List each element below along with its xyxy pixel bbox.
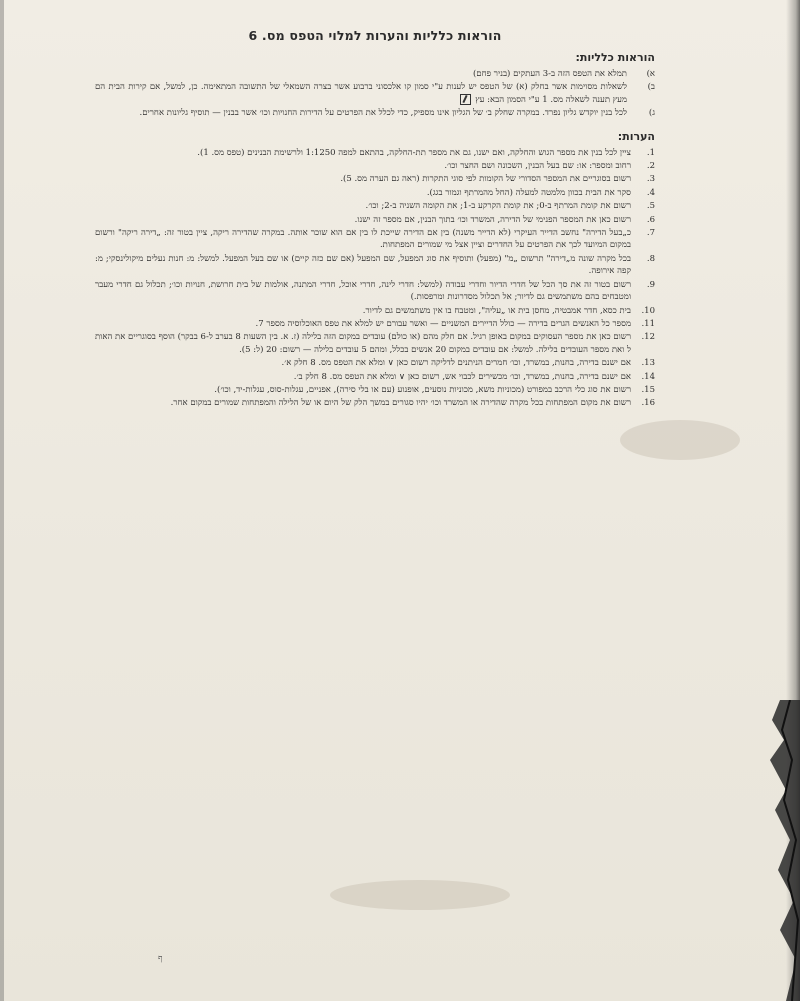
note-number: 14. [641,371,655,382]
note-text: רשום את מקום המפתחות בכל מקרה שהדירה או המשרד וכו׳ יהיו סגורים במשך הלק של היום או של הלילה והמפתחות שמורים במקום אחר. [170,398,631,409]
note-number: 15. [641,384,655,395]
note-item [95,397,655,409]
note-number: 11. [641,318,655,329]
document-title: הוראות כלליות והערות למלוי הטפס מס. 6 [248,28,502,43]
note-text: כ„בעל הדירה" נחשב הדייר העיקרי (לא הדייר משנה) בין אם הדירה שייכת לו בין אם הוא שוכר אותה. במקרה שהדירה ריקה, ציין בטור זה: „דירה ריקה" ורשום במקום המיועד לכך את הפרטים על החדרים וציין אצל מי שמורים המפתחות. [95,228,631,251]
note-number: 12. [641,332,655,343]
note-item [95,331,655,356]
note-text: רחוב ומספר: או: שם בעל הבנין, השכונה ושם החצר וכו׳. [444,161,631,172]
general-instructions-list [95,68,655,120]
general-instruction-item [95,81,655,106]
note-item [95,173,655,185]
checkbox-mark-icon [460,94,471,105]
note-text: אם ישנם בדירה, בחנות, במשרד, וכו׳ חמרים הניתנים לדליקה רשום כאן ∨ ומלא את הטפס מס. 8 חלק א׳. [281,358,631,369]
note-text: סקר את הבית בכוון מלמטה למעלה (החל מהמרתף וגמור בגג). [426,187,631,198]
item-marker: א) [646,69,655,79]
note-text: אם ישנם בדירה, בחנות, במשרד, וכו׳ מכשירים לכבוי אש, רשום כאן ∨ ומלא את הטפס מס. 8 חלק ב׳. [293,371,631,382]
notes-heading: הערות: [617,129,655,143]
note-item [95,357,655,369]
page-left-edge [0,0,4,1001]
paper-stain [620,420,740,460]
general-instruction-item [95,107,655,119]
note-item [95,371,655,383]
note-item [95,384,655,396]
note-text: רשום את סוג כלי הרכב במפורט (מכוניות משא, מכוניות נוסעים, אופנוע (עם או בלי סירה), אפניים, עגלות-סוס, עגלות-יד, וכו׳). [214,384,631,395]
item-text: תמלא את הטפס הזה ב-3 העתקים (בניר פחם) [472,69,627,79]
note-text: רשום בסוגריים את המספר הסדורי של הקומות לפי סוגי התקרות (ראה גם הערה מס. 5). [340,174,631,185]
general-instruction-item [95,68,655,80]
note-number: 4. [646,187,655,198]
note-number: 8. [646,253,655,264]
note-number: 2. [646,161,655,172]
note-item [95,160,655,172]
notes-list [95,147,655,410]
note-item [95,279,655,304]
note-text: רשום כאן את מספר העסוקים במקום באופן רגיל. אם חלק מהם (או כולם) עובדים במקום הזה בלילה (ז. א. בין השעות 8 בערב ל-6 בבקר) הוסף בסוגריים את האות ל ואת מספר העובדים בלילה. למשל: אם עובדים במקום 20 אנשים בכלל, ומהם 5 עובדים בלילה — רשום: 20 (ל: 5). [95,332,631,355]
item-marker: ב) [647,82,655,93]
note-item [95,227,655,252]
note-text: רשום בטור זה את סך הכל של חדרי הדיור וחדרי עבודה (למשל: חדרי לינה, חדרי אוכל, חדרי המתנה, אולמות של בית חרושת, חנויות וכו׳; תכלול גם חדרי מעבר ומטבחים בהם משתמשים גם לדיור; אל תכלול מסדרונות ומרפסות.) [95,279,631,303]
note-number: 13. [641,358,655,369]
note-number: 6. [646,214,655,225]
note-item [95,305,655,317]
note-number: 1. [646,147,655,158]
note-number: 10. [641,305,655,316]
note-number: 3. [646,174,655,185]
note-item [95,214,655,226]
note-item [95,253,655,278]
item-marker: ג) [648,108,655,119]
general-instructions-heading: הוראות כלליות: [575,51,655,64]
note-number: 7. [646,228,655,239]
note-number: 16. [641,398,655,409]
note-number: 5. [646,201,655,212]
note-text: ציין לכל בנין את מספר הגוש והחלקה, ואם ישנו, גם את מספר תת-החלקה, בהתאם למפה 1:1250 ולרשימת הבנינים (טפס מס. 1). [197,147,631,158]
paper-stain [330,880,510,910]
note-number: 9. [646,279,655,290]
torn-edge-graphic [720,700,800,1001]
note-text: רשום כאן את המספר הפנימי של הדירה, המשרד וכו׳ בתוך הבנין, אם מספר זה ישנו. [354,214,631,225]
note-text: בית כסא, חדר אמבטיה, מחסן בית או „עליה", ומטבח בו אין משתמשים גם לדיור. [362,305,631,316]
item-text-part: לשאלות מסוימות אשר בחלק (א) של הטפס יש לענות ע"י סמון קו אלכסוני ברבוע אשר בצרה השמאלי של התשובה המתאימה. כן, למשל, אם קירות הבית הם מעץ תענה לשאלה מס. 1 ע"י הסמון הבא: עץ [95,82,627,105]
note-item [95,200,655,212]
note-text: רשום את קומת המרתף ב-0; את קומת הקרקע ב-1; את הקומה השניה ב-2; וכו׳. [365,201,631,212]
note-text: בכל מקרה שונה מ„דירה" תרשום „מ" (מפעל) ותוסיף את סוג המפעל, שם המפעל (אם שם כזה קיים) או שם בעל המפעל. למשל: מ: חנות נעלים מיקולינסקי; מ: קפה אירופה. [95,253,631,277]
item-text: לכל בנין יוקדש גליון נפרד. במקרה שחלק ב׳ של הגליון אינו מספיק, כדי לכלל את הפרטים על הדירות החנויות וכו׳ אשר בבנין — תוסיף גליונות אחרים. [139,108,627,119]
instructions-document [95,28,655,411]
note-text: מספר כל האנשים הגרים בדירה — כולל הדיירים המשניים — ואשר עבורם יש למלא את טפס האוכלוסיה מספר 7. [255,318,631,329]
note-item [95,318,655,330]
note-item [95,187,655,199]
item-text [95,81,627,106]
note-item [95,147,655,159]
page-mark: ף [158,954,163,964]
